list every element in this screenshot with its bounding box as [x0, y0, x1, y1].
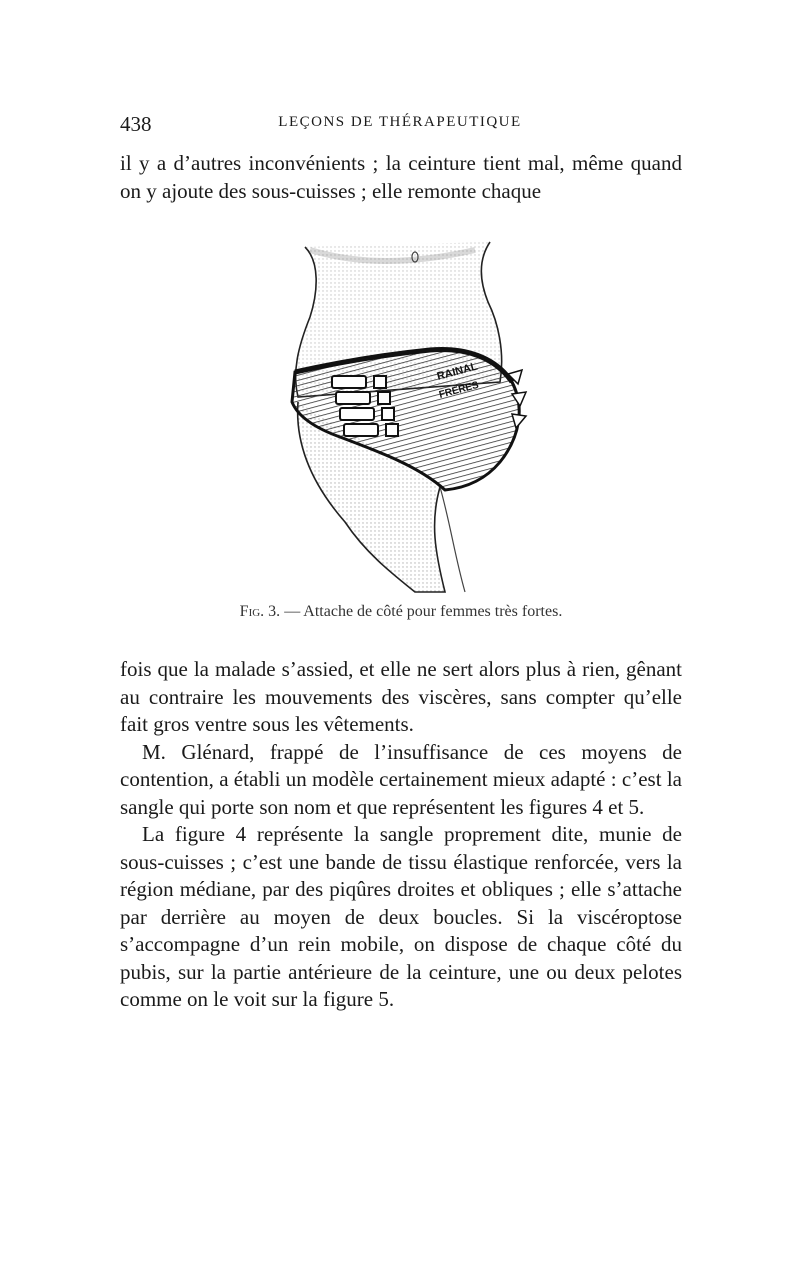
- page-number: 438: [120, 112, 152, 136]
- paragraph: La figure 4 représente la sangle proprement dite, munie de sous-cuisses ; c’est une bande de tissu élastique renforcée, vers la région médiane, par des piqûres droites et obliques ; elle s’attache par derrière au moyen de deux boucles. Si la viscéroptose s’accompagne d’un rein mobile, on dispose de chaque côté du pubis, sur la partie antérieure de la ceinture, une ou deux pelotes comme on le voit sur la figure 5.: [120, 822, 682, 1011]
- running-head: LEÇONS DE THÉRAPEUTIQUE: [278, 114, 522, 130]
- body-text-bottom: [120, 656, 682, 1014]
- paragraph: M. Glénard, frappé de l’insuffisance de ces moyens de contention, a établi un modèle certainement mieux adapté : c’est la sangle qui porte son nom et que représentent les figures 4 et 5.: [120, 739, 682, 819]
- body-text-top: [120, 150, 682, 205]
- belt-inscription-1: RAINAL: [435, 360, 479, 383]
- belt-inscription-2: FRÈRES: [437, 379, 480, 401]
- figure-caption: [120, 603, 682, 621]
- figure-label: Fig. 3.: [239, 603, 281, 620]
- corset-belt-illustration: [250, 222, 550, 597]
- paragraph: fois que la malade s’assied, et elle ne sert alors plus à rien, gênant au contraire les mouvements des viscères, sans compter qu’elle fait gros ventre sous les vêtements.: [120, 657, 682, 736]
- paragraph: il y a d’autres inconvénients ; la ceinture tient mal, même quand on y ajoute des sous-cuisses ; elle remonte chaque: [120, 151, 682, 203]
- figure-caption-text: — Attache de côté pour femmes très fortes.: [284, 603, 563, 620]
- page-header: [120, 112, 680, 138]
- figure-illustration: [250, 222, 550, 597]
